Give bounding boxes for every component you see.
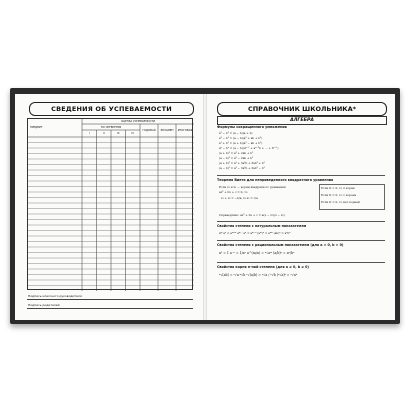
vieta-line: x₁ + x₂ = −b/a, x₁·x₂ = c/a <box>221 196 258 200</box>
block-title-roots: Свойства корня n-ной степени (для a ≥ 0, b ≥ 0) <box>217 265 309 269</box>
block-title-short-mult: Формулы сокращенного умножения <box>217 125 287 129</box>
exam-header: ЭКЗАМЕН <box>160 129 174 132</box>
algebra-section-title: АЛГЕБРА <box>290 118 314 123</box>
vieta-line: Справедливо: ax² + bx + c = a(x − x₁)(x − x₂) <box>219 213 285 217</box>
formula-line: aⁿ − bⁿ = (a − b)(aⁿ⁻¹ + aⁿ⁻²b + ... + bⁿ⁻¹) <box>219 146 279 150</box>
block-title-vieta: Теорема Виета для неприведенного квадратного уравнения <box>217 178 334 182</box>
signature-label-parents: Подпись родителей <box>28 303 60 307</box>
formula-line: a³ + b³ = (a + b)(a² − ab + b²) <box>219 141 263 145</box>
formula-line: (a + b)³ = a³ + 3a²b + 3ab² + b³ <box>219 161 265 165</box>
vieta-line: Если x₁ и x₂ — корни квадратного уравнения <box>219 185 286 189</box>
quarter-1: I <box>88 132 90 135</box>
powers-nat-line: aᵐ·aⁿ = aᵐ⁺ⁿ aᵐ : aⁿ = aᵐ⁻ⁿ (aᵐ)ⁿ = aᵐⁿ (ab)ⁿ = aⁿbⁿ <box>219 231 291 235</box>
quarter-4: IV <box>131 132 135 135</box>
powers-rat-line: a⁰ = 1 a⁻ⁿ = 1/aⁿ a^(m/n) = ⁿ√aᵐ (a/b)ⁿ = aⁿ/bⁿ <box>219 251 295 255</box>
block-title-natural-powers: Свойства степени с натуральным показателем <box>217 224 307 228</box>
quarter-2: II <box>102 132 105 135</box>
quarter-3: III <box>117 132 120 135</box>
formula-line: (a + b)² = a² + 2ab + b² <box>219 151 254 155</box>
signature-line-teacher[interactable] <box>27 292 193 300</box>
section-divider <box>217 221 385 222</box>
algebra-section-box <box>217 116 387 125</box>
roots-line: ⁿ√(ab) = ⁿ√a·ⁿ√b ⁿ√(a/b) = ⁿ√a / ⁿ√b (ⁿ√a)ᵏ = ⁿ√aᵏ <box>219 273 297 277</box>
right-page-title-box <box>217 102 387 116</box>
left-page-title-box <box>29 102 194 116</box>
grades-table <box>27 118 193 290</box>
grades-table-lines <box>28 119 194 291</box>
discriminant-line: Если D = 0, то 1 корень <box>321 193 357 197</box>
final-header: ИТОГОВАЯ <box>177 129 193 132</box>
section-divider <box>217 262 385 263</box>
formula-line: a³ − b³ = (a − b)(a² + ab + b²) <box>219 136 263 140</box>
formula-line: (a − b)³ = a³ − 3a²b + 3ab² − b³ <box>219 166 265 170</box>
left-page <box>15 94 203 320</box>
quarters-header: ПО ЧЕТВЕРТЯМ <box>100 126 122 129</box>
vieta-line: ax² + bx + c = 0, то <box>219 190 248 194</box>
discriminant-line: Если D > 0, то 2 корня <box>321 186 355 190</box>
signature-label-teacher: Подпись классного руководителя <box>28 294 82 298</box>
formula-line: (a − b)² = a² − 2ab + b² <box>219 156 254 160</box>
signature-line-parents[interactable] <box>27 301 193 309</box>
section-divider <box>217 175 385 176</box>
right-page-title: СПРАВОЧНИК ШКОЛЬНИКА* <box>247 105 357 113</box>
grades-header: ОЦЕНКА УСПЕВАЕМОСТИ <box>121 120 155 123</box>
discriminant-line: Если D < 0, то нет корней <box>321 200 360 204</box>
subject-header: ПРЕДМЕТ <box>30 126 43 129</box>
year-header: ГОДОВАЯ <box>142 129 156 132</box>
right-page <box>207 94 395 320</box>
formula-line: a² − b² = (a − b)(a + b) <box>219 131 253 135</box>
left-page-title: СВЕДЕНИЯ ОБ УСПЕВАЕМОСТИ <box>51 105 172 113</box>
section-divider <box>217 240 385 241</box>
block-title-rational-powers: Свойства степени с рациональным показателем (для a > 0, b > 0) <box>217 243 344 247</box>
